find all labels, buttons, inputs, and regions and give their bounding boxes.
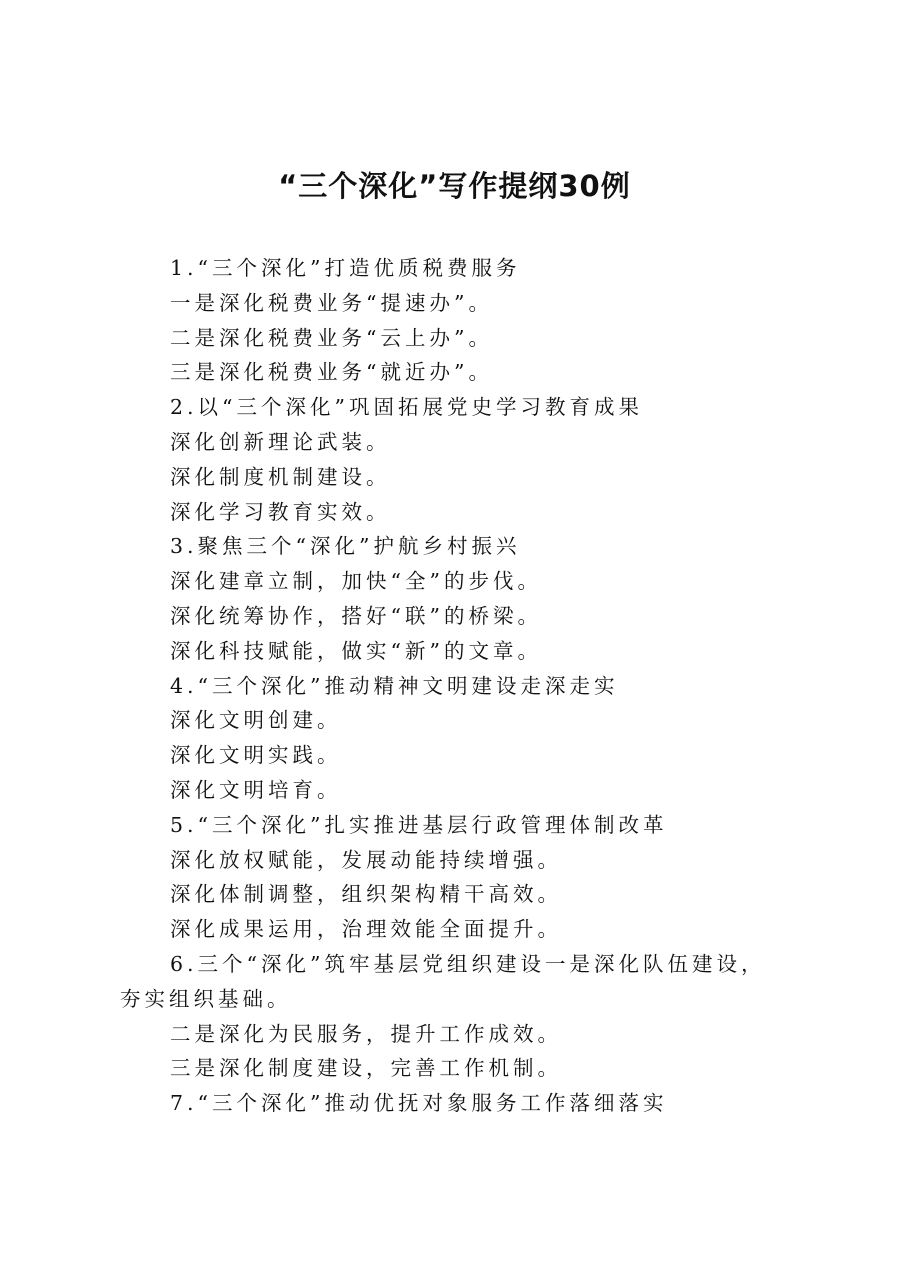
outline-line: 二是深化税费业务“云上办”。 xyxy=(170,325,493,350)
outline-line: 深化文明实践。 xyxy=(170,743,342,768)
outline-line: 2.以“三个深化”巩固拓展党史学习教育成果 xyxy=(170,395,644,420)
outline-line: 5.“三个深化”扎实推进基层行政管理体制改革 xyxy=(170,812,668,837)
outline-line: 深化放权赋能，发展动能持续增强。 xyxy=(170,847,562,872)
outline-line: 一是深化税费业务“提速办”。 xyxy=(170,290,493,315)
document-body xyxy=(120,251,800,1121)
outline-line-wrapped-continuation: 夯实组织基础。 xyxy=(120,986,292,1011)
outline-line-wrapped-first: 6.三个“深化”筑牢基层党组织建设一是深化队伍建设， xyxy=(170,951,766,976)
outline-line: 7.“三个深化”推动优抚对象服务工作落细落实 xyxy=(170,1091,668,1116)
outline-line: 3.聚焦三个“深化”护航乡村振兴 xyxy=(170,534,521,559)
outline-line: 深化成果运用，治理效能全面提升。 xyxy=(170,917,562,942)
outline-line: 二是深化为民服务，提升工作成效。 xyxy=(170,1021,562,1046)
outline-line: 深化统筹协作，搭好“联”的桥梁。 xyxy=(170,603,542,628)
outline-line: 深化制度机制建设。 xyxy=(170,464,391,489)
outline-line: 三是深化制度建设，完善工作机制。 xyxy=(170,1056,562,1081)
outline-line: 深化创新理论武装。 xyxy=(170,429,391,454)
outline-line: 深化学习教育实效。 xyxy=(170,499,391,524)
outline-line: 三是深化税费业务“就近办”。 xyxy=(170,360,493,385)
outline-line: 4.“三个深化”推动精神文明建设走深走实 xyxy=(170,673,619,698)
outline-line: 深化体制调整，组织架构精干高效。 xyxy=(170,882,562,907)
outline-line: 深化建章立制，加快“全”的步伐。 xyxy=(170,569,542,594)
outline-line: 深化文明培育。 xyxy=(170,777,342,802)
document-title: “三个深化”写作提纲30例 xyxy=(278,169,631,203)
outline-line: 深化文明创建。 xyxy=(170,708,342,733)
outline-line: 深化科技赋能，做实“新”的文章。 xyxy=(170,638,542,663)
outline-line: 1.“三个深化”打造优质税费服务 xyxy=(170,256,521,280)
